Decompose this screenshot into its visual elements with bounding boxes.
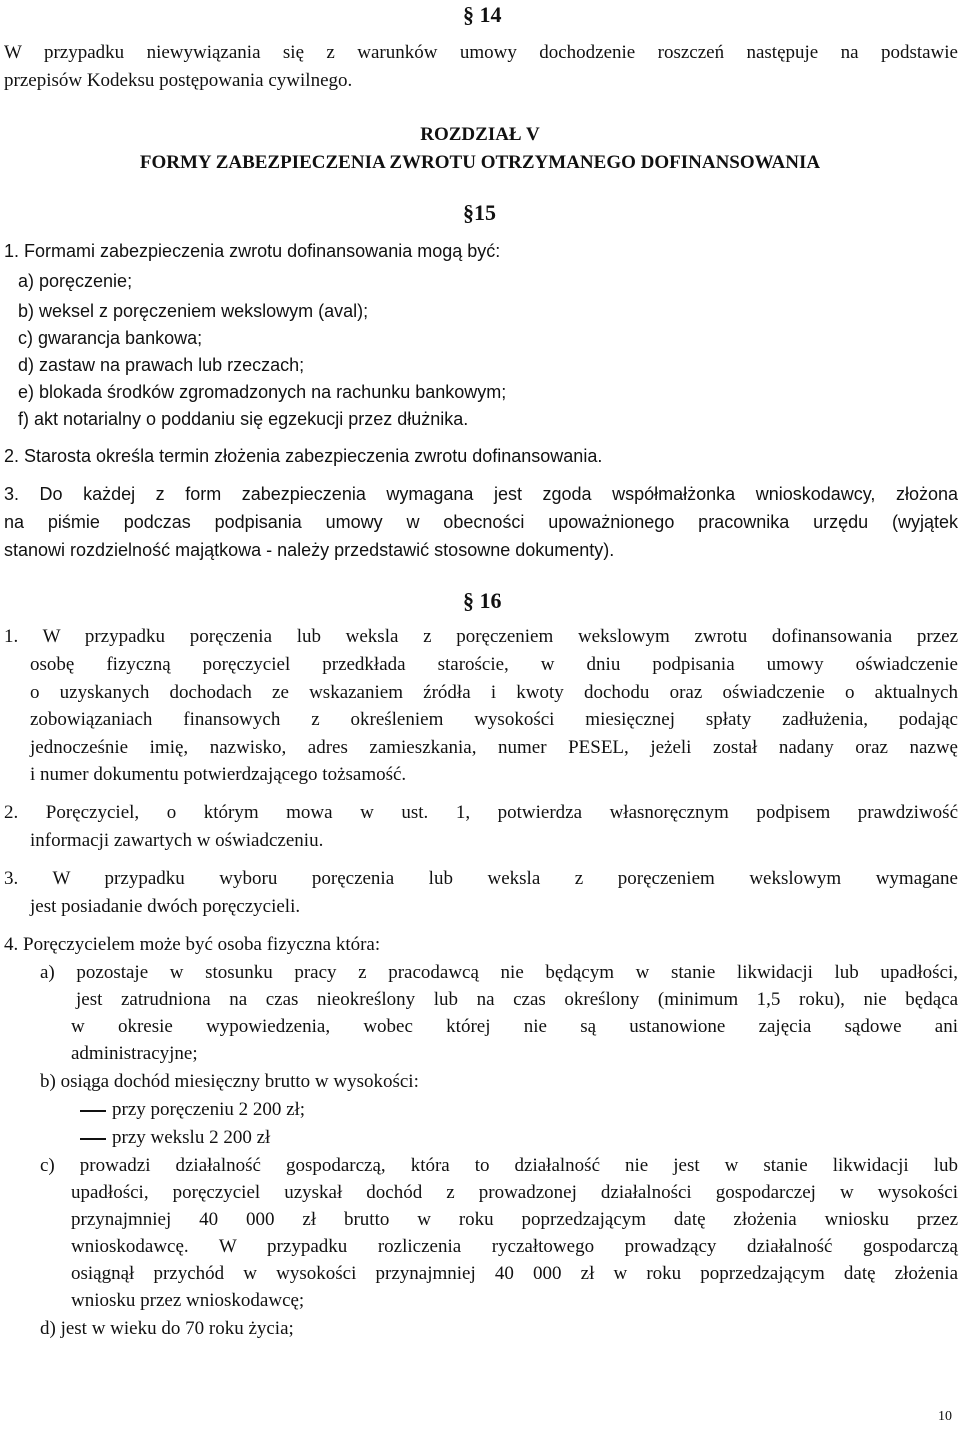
s16-item-c-line: przynajmniej 40 000 zł brutto w roku poprzedzającym datę złożenia wniosku przez [71, 1209, 958, 1230]
para-14-line: przepisów Kodeksu postępowania cywilnego. [4, 70, 353, 91]
s16-para-1-line: 1. W przypadku poręczenia lub weksla z poręczeniem wekslowym zwrotu dofinansowania przez [4, 626, 958, 647]
s15-para-3-line: 3. Do każdej z form zabezpieczenia wymagana jest zgoda współmałżonka wnioskodawcy, złożona [4, 484, 958, 504]
s15-item: b) weksel z poręczeniem wekslowym (aval); [18, 301, 369, 321]
s16-item-a-line: a) pozostaje w stosunku pracy z pracodawcą nie będącym w stanie likwidacji lub upadłości, [40, 962, 958, 983]
s15-para-3-line: na piśmie podczas podpisania umowy w obecności upoważnionego pracownika urzędu (wyjątek [4, 512, 958, 532]
s15-para-3-line: stanowi rozdzielność majątkowa - należy przedstawić stosowne dokumenty). [4, 540, 615, 560]
s16-para-2-line: 2. Poręczyciel, o którym mowa w ust. 1, potwierdza własnoręcznym podpisem prawdziwość [4, 802, 958, 823]
para-14-line: W przypadku niewywiązania się z warunków umowy dochodzenie roszczeń następuje na podstawie [4, 42, 958, 63]
s15-item: a) poręczenie; [18, 271, 133, 291]
s15-item: c) gwarancja bankowa; [18, 328, 203, 348]
s15-para-2: 2. Starosta określa termin złożenia zabezpieczenia zwrotu dofinansowania. [4, 446, 603, 466]
s16-para-1-line: osobę fizyczną poręczyciel przedkłada staroście, w dniu podpisania umowy oświadczenie [30, 654, 958, 675]
s16-para-4: 4. Poręczycielem może być osoba fizyczna która: [4, 934, 381, 955]
s15-para-1: 1. Formami zabezpieczenia zwrotu dofinansowania mogą być: [4, 241, 501, 261]
s16-para-1-line: zobowiązaniach finansowych z określeniem wysokości miesięcznej spłaty zadłużenia, podając [30, 709, 958, 730]
s16-item-b-sub: przy wekslu 2 200 zł [112, 1127, 271, 1148]
s16-item-a-line: administracyjne; [71, 1043, 198, 1064]
section-14-heading: § 14 [463, 2, 502, 27]
s16-para-1-line: i numer dokumentu potwierdzającego tożsamość. [30, 764, 407, 785]
section-15-heading: §15 [463, 200, 496, 225]
chapter-subtitle: FORMY ZABEZPIECZENIA ZWROTU OTRZYMANEGO DOFINANSOWANIA [139, 152, 821, 173]
dash-bullet [80, 1138, 106, 1140]
s16-item-c-line: osiągnął przychód w wysokości przynajmniej 40 000 zł w roku poprzedzającym datę złożenia [71, 1263, 958, 1284]
s16-item-c-line: wnioskodawcę. W przypadku rozliczenia ryczałtowego prowadzący działalność gospodarczą [71, 1236, 958, 1257]
s16-item-b: b) osiąga dochód miesięczny brutto w wysokości: [40, 1071, 419, 1092]
s16-item-c-line: wniosku przez wnioskodawcę; [71, 1290, 305, 1311]
s15-item: d) zastaw na prawach lub rzeczach; [18, 355, 305, 375]
chapter-title: ROZDZIAŁ V [420, 124, 540, 145]
section-16-heading: § 16 [463, 588, 502, 613]
s16-item-b-sub: przy poręczeniu 2 200 zł; [112, 1099, 306, 1120]
s16-item-a-line: jest zatrudniona na czas nieokreślony lub na czas określony (minimum 1,5 roku), nie będąca [76, 989, 958, 1010]
s15-item: e) blokada środków zgromadzonych na rachunku bankowym; [18, 382, 507, 402]
s16-para-2-line: informacji zawartych w oświadczeniu. [30, 830, 324, 851]
s16-para-1-line: o uzyskanych dochodach ze wskazaniem źródła i kwoty dochodu oraz oświadczenie o aktualnych [30, 682, 958, 703]
s16-item-d: d) jest w wieku do 70 roku życia; [40, 1318, 294, 1339]
s16-para-3-line: 3. W przypadku wyboru poręczenia lub weksla z poręczeniem wekslowym wymagane [4, 868, 958, 889]
s16-para-3-line: jest posiadanie dwóch poręczycieli. [30, 896, 301, 917]
dash-bullet [80, 1110, 106, 1112]
s16-item-c-line: c) prowadzi działalność gospodarczą, która to działalność nie jest w stanie likwidacji lub [40, 1155, 958, 1176]
page-number: 10 [938, 1409, 952, 1424]
s16-para-1-line: jednocześnie imię, nazwisko, adres zamieszkania, numer PESEL, jeżeli został nadany oraz nazwę [30, 737, 958, 758]
s16-item-c-line: upadłości, poręczyciel uzyskał dochód z prowadzonej działalności gospodarczej w wysokości [71, 1182, 958, 1203]
s16-item-a-line: w okresie wypowiedzenia, wobec której nie są ustanowione zajęcia sądowe ani [71, 1016, 958, 1037]
s15-item: f) akt notarialny o poddaniu się egzekucji przez dłużnika. [18, 409, 469, 429]
